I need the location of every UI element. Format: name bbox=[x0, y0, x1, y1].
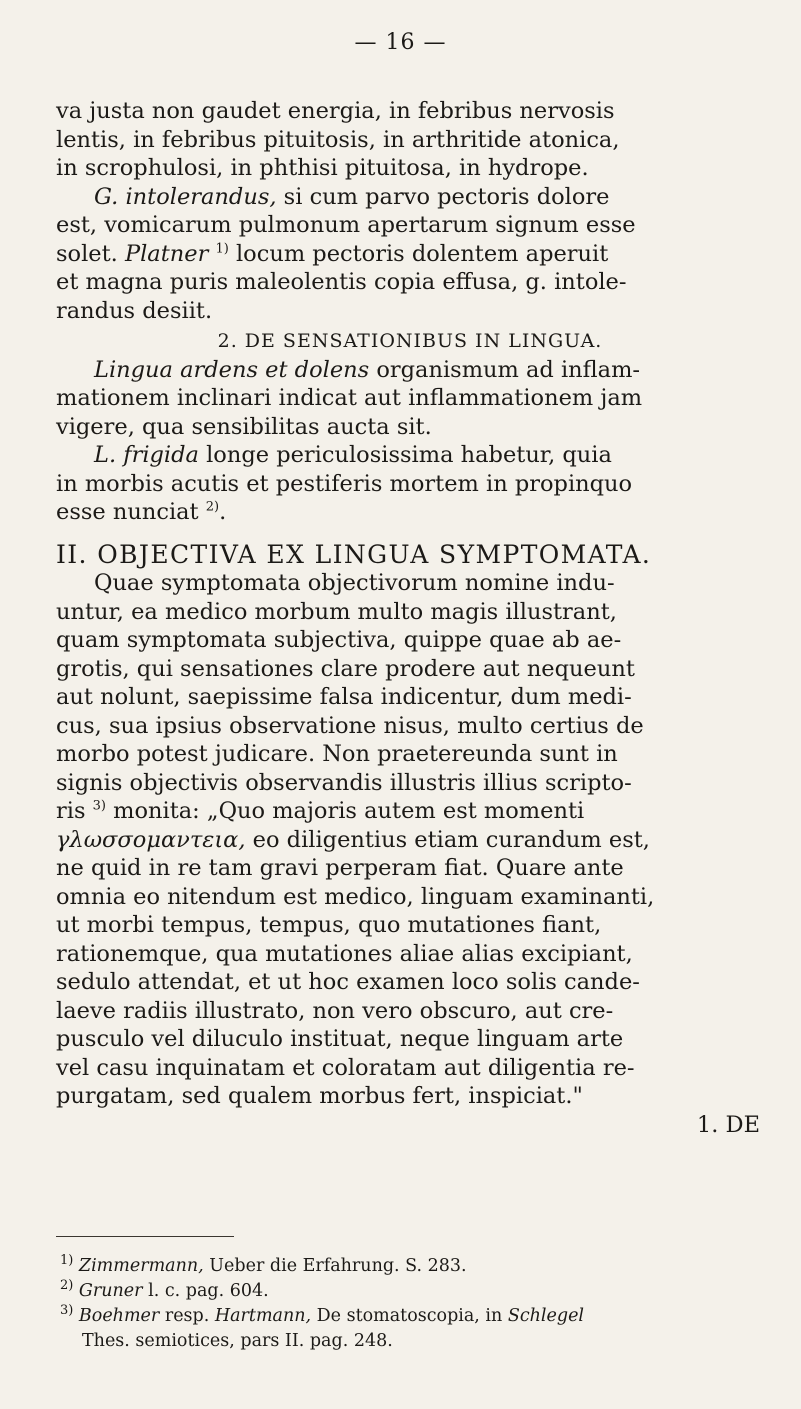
footnote-line: Thes. semiotices, pars II. pag. 248. bbox=[82, 1331, 393, 1351]
text-line: Quae symptomata objectivorum nomine indu- bbox=[94, 570, 615, 596]
section-heading: 2. DE SENSATIONIBUS IN LINGUA. bbox=[217, 330, 603, 352]
footnote-ref: 3) bbox=[92, 798, 106, 814]
paragraph-3 bbox=[56, 356, 764, 442]
text-line: est, vomicarum pulmonum apertarum signum esse bbox=[56, 212, 636, 238]
footnote-divider bbox=[56, 1236, 234, 1237]
text-line: esse nunciat $^{2)}$. bbox=[56, 499, 227, 525]
text-line: quam symptomata subjectiva, quippe quae ab ae- bbox=[56, 627, 622, 653]
footnote-mark: 1) bbox=[60, 1253, 74, 1269]
text-line: L. frigida longe periculosissima habetur, quia bbox=[94, 442, 612, 468]
text-line: morbo potest judicare. Non praetereunda sunt in bbox=[56, 741, 618, 767]
text-line: untur, ea medico morbum multo magis illustrant, bbox=[56, 598, 617, 625]
footnote-1: $^{1)}$ Zimmermann, Ueber die Erfahrung. S. 283. bbox=[60, 1253, 467, 1276]
text-line: solet. Platner $^{1)}$ locum pectoris dolentem aperuit bbox=[56, 240, 609, 267]
text-line: in scrophulosi, in phthisi pituitosa, in hydrope. bbox=[56, 155, 589, 181]
footnote-ref: 1) bbox=[215, 241, 229, 256]
text-line: va justa non gaudet energia, in febribus nervosis bbox=[56, 98, 615, 124]
term-italic: L. frigida bbox=[94, 442, 199, 468]
text-line: grotis, qui sensationes clare prodere aut nequeunt bbox=[56, 655, 635, 682]
text-line: et magna puris maleolentis copia effusa, g. intole- bbox=[56, 269, 627, 295]
author-name: Platner bbox=[124, 240, 209, 267]
text-line: lentis, in febribus pituitosis, in arthritide atonica, bbox=[56, 126, 620, 153]
text-line: ris $^{3)}$ monita: „Quo majoris autem est momenti bbox=[56, 798, 585, 824]
text-line: ne quid in re tam gravi perperam fiat. Quare ante bbox=[56, 855, 624, 881]
paragraph-1 bbox=[56, 97, 764, 183]
text-line: omnia eo nitendum est medico, linguam examinanti, bbox=[56, 883, 655, 910]
paragraph-4 bbox=[56, 441, 764, 527]
footnote-mark: 2) bbox=[60, 1278, 74, 1294]
main-text bbox=[56, 97, 764, 1139]
paragraph-2 bbox=[56, 183, 764, 326]
author-name: Hartmann, bbox=[214, 1306, 312, 1326]
text-line: mationem inclinari indicat aut inflammationem jam bbox=[56, 385, 643, 411]
text-line: vigere, qua sensibilitas aucta sit. bbox=[56, 413, 432, 440]
author-name: Gruner bbox=[78, 1281, 143, 1301]
term-italic: G. intolerandus, bbox=[94, 183, 277, 210]
text-line: vel casu inquinatam et coloratam aut diligentia re- bbox=[56, 1054, 635, 1081]
text-line: rationemque, qua mutationes aliae alias excipiant, bbox=[56, 940, 633, 967]
text-line: G. intolerandus, si cum parvo pectoris dolore bbox=[94, 183, 610, 210]
text-line: aut nolunt, saepissime falsa indicentur, dum medi- bbox=[56, 684, 632, 710]
text-line: ut morbi tempus, tempus, quo mutationes fiant, bbox=[56, 912, 602, 938]
footnotes bbox=[60, 1254, 760, 1354]
text-line: pusculo vel diluculo instituat, neque linguam arte bbox=[56, 1026, 624, 1052]
greek-term: γλωσσομαντεια, bbox=[56, 826, 246, 853]
author-name: Schlegel bbox=[507, 1306, 585, 1326]
text-line: in morbis acutis et pestiferis mortem in propinquo bbox=[56, 470, 633, 497]
text-line: sedulo attendat, et ut hoc examen loco solis cande- bbox=[56, 969, 640, 995]
author-name: Zimmermann, bbox=[78, 1256, 204, 1276]
text-line: γλωσσομαντεια, eo diligentius etiam curandum est, bbox=[56, 826, 650, 853]
term-italic: Lingua ardens et dolens bbox=[94, 356, 370, 383]
text-line: purgatam, sed qualem morbus fert, inspiciat." bbox=[56, 1083, 583, 1109]
author-name: Boehmer bbox=[78, 1306, 160, 1326]
text-line: randus desiit. bbox=[56, 297, 213, 324]
paragraph-5 bbox=[56, 569, 764, 1111]
text-line: cus, sua ipsius observatione nisus, multo certius de bbox=[56, 712, 644, 739]
footnote-2: $^{2)}$ Gruner l. c. pag. 604. bbox=[60, 1278, 269, 1301]
catchword: 1. DE bbox=[696, 1111, 760, 1138]
text-line: Lingua ardens et dolens organismum ad inflam- bbox=[94, 356, 641, 383]
text-line: laeve radiis illustrato, non vero obscuro, aut cre- bbox=[56, 997, 614, 1024]
footnote-mark: 3) bbox=[60, 1303, 74, 1319]
chapter-heading: II. OBJECTIVA EX LINGUA SYMPTOMATA. bbox=[56, 539, 652, 569]
footnote-ref: 2) bbox=[205, 499, 220, 515]
text-line: signis objectivis observandis illustris illius scripto- bbox=[56, 769, 632, 796]
page-number: — 16 — bbox=[354, 30, 447, 55]
footnote-3: $^{3)}$ Boehmer resp. Hartmann, De stomatoscopia, in Schlegel Thes. semiotices, pars II. pag. 248. bbox=[60, 1304, 760, 1354]
